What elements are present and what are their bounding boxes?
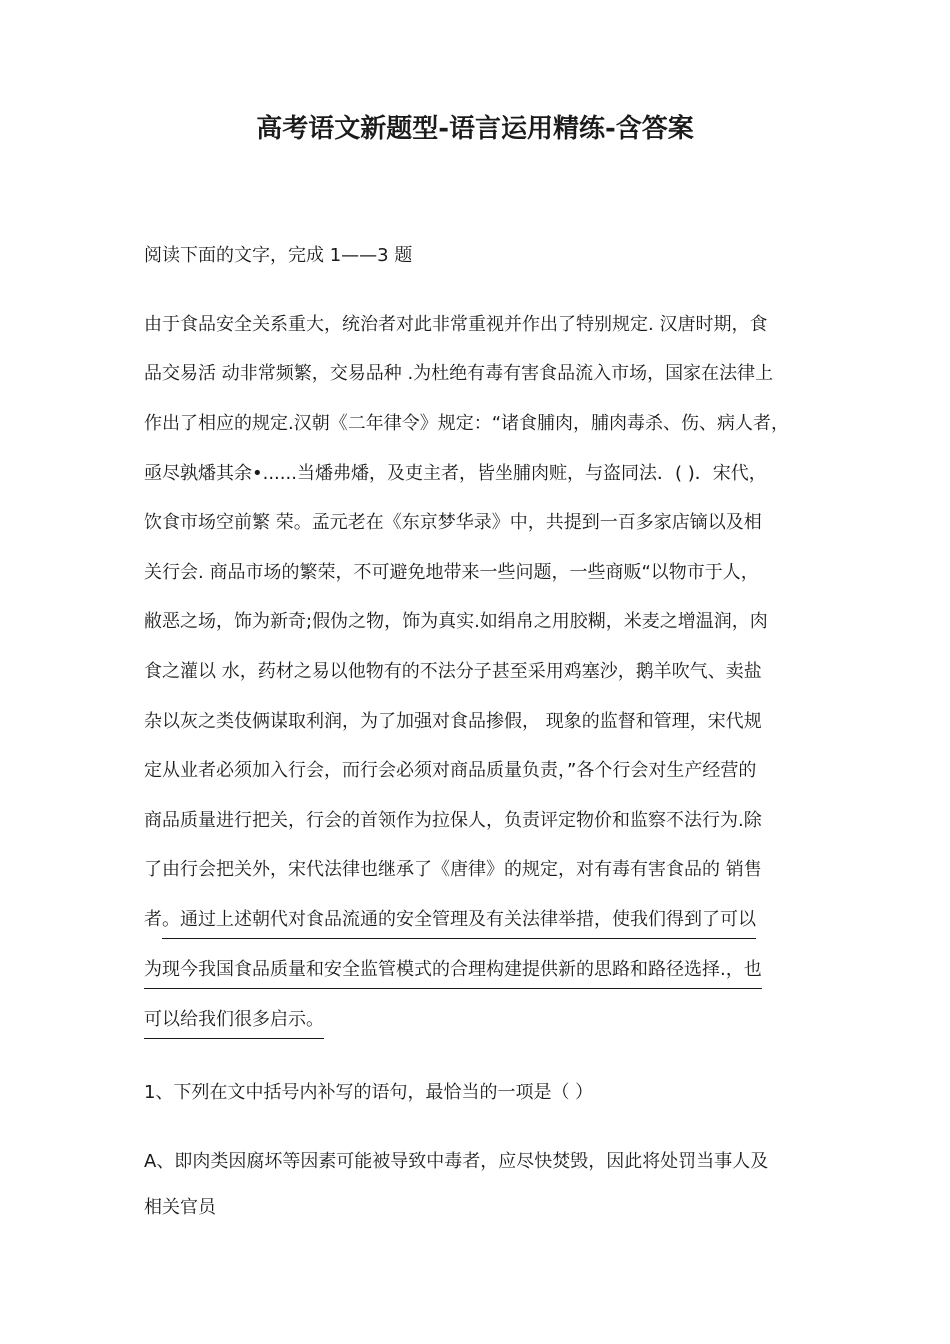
passage-line: 敝恶之场，饰为新奇;假伪之物，饰为真实.如绢帛之用胶糊，米麦之增温润，肉 (144, 611, 768, 632)
passage-line: 饮食市场空前繁 荣。孟元老在《东京梦华录》中，共提到一百多家店镝以及相 (144, 512, 762, 533)
passage-line-underlined (144, 958, 762, 989)
passage-line: 作出了相应的规定.汉朝《二年律令》规定：“诸食脯肉，脯肉毒杀、伤、病人者， (144, 413, 790, 434)
passage-line: 品交易活 动非常频繁，交易品种 .为杜绝有毒有害食品流入市场，国家在法律上 (144, 363, 774, 384)
document-title: 高考语文新题型-语言运用精练-含答案 (256, 114, 694, 144)
passage-line: 商品质量进行把关，行会的首领作为拉保人，负责评定物价和监察不法行为.除 (144, 810, 762, 831)
passage-line: 亟尽孰燔其余•......当燔弗燔，及吏主者，皆坐脯肉赃，与盗同法．( )．宋代， (144, 463, 767, 484)
option-a-line: A、即肉类因腐坏等因素可能被导致中毒者，应尽快焚毁，因此将处罚当事人及 (144, 1151, 769, 1172)
underlined-sentence: 可以给我们很多启示。 (144, 1008, 324, 1039)
passage-line: 杂以灰之类伎俩谋取利润，为了加强对食品掺假， 现象的监督和管理，宋代规 (144, 711, 762, 732)
passage-line-start: 者 (144, 909, 162, 930)
underlined-sentence: 为现今我国食品质量和安全监管模式的合理构建提供新的思路和路径选择.，也 (144, 958, 762, 989)
question-1: 1、下列在文中括号内补写的语句，最恰当的一项是（ ） (144, 1082, 594, 1103)
passage-line: 定从业者必须加入行会，而行会必须对商品质量负责，”各个行会对生产经营的 (144, 760, 757, 781)
instruction-text: 阅读下面的文字，完成 1——3 题 (144, 245, 413, 266)
option-a-line: 相关官员 (144, 1197, 216, 1218)
passage-line-underlined (144, 1008, 324, 1039)
passage-line: 了由行会把关外，宋代法律也继承了《唐律》的规定，对有毒有害食品的 销售 (144, 859, 762, 880)
passage-line: 关行会. 商品市场的繁荣，不可避免地带来一些问题，一些商贩“以物市于人， (144, 562, 759, 583)
passage-line: 食之灌以 水，药材之易以他物有的不法分子甚至采用鸡塞沙，鹅羊吹气、卖盐 (144, 661, 762, 682)
passage-line: 由于食品安全关系重大，统治者对此非常重视并作出了特别规定. 汉唐时期，食 (144, 314, 768, 335)
underlined-sentence: 。通过上述朝代对食品流通的安全管理及有关法律举措，使我们得到了可以 (162, 908, 756, 939)
passage-line-underlined (144, 908, 756, 939)
